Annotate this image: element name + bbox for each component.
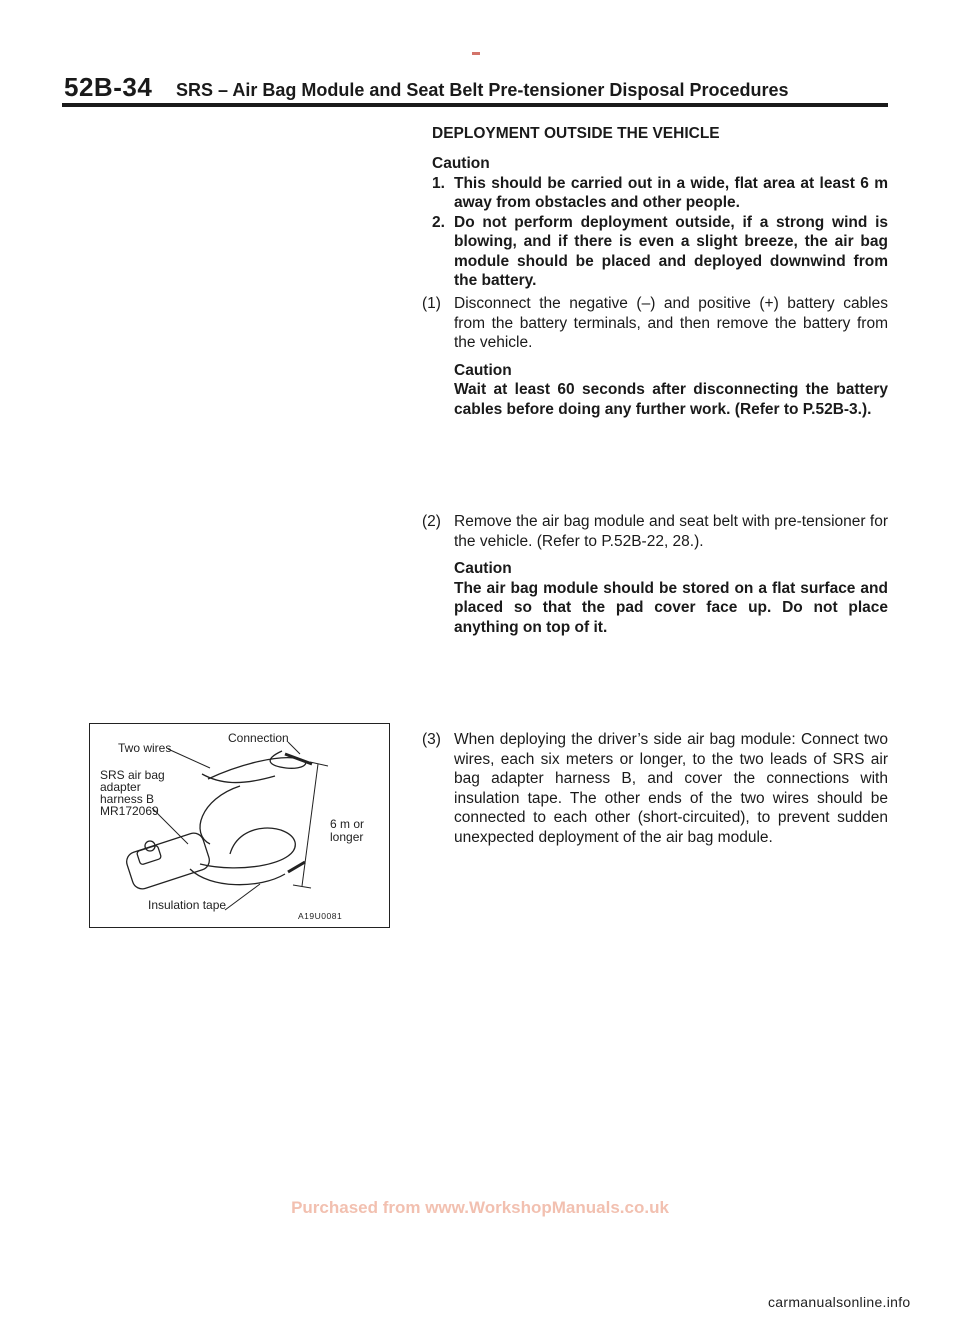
step-caution bbox=[432, 559, 888, 637]
step-caution-label: Caution bbox=[454, 361, 512, 379]
page-title: SRS – Air Bag Module and Seat Belt Pre-tensioner Disposal Procedures bbox=[176, 80, 789, 100]
leader-line bbox=[225, 884, 260, 910]
caution-item-text: Do not perform deployment outside, if a strong wind is blowing, and if there is even a slight breeze, the air bag module should be placed and deployed downwind from the battery. bbox=[454, 213, 888, 289]
label-length-2: longer bbox=[330, 830, 364, 844]
page-header bbox=[64, 72, 886, 106]
wire-loop bbox=[190, 869, 285, 885]
step-number: (3) bbox=[422, 731, 441, 748]
caution-item-number: 2. bbox=[432, 213, 445, 231]
caution-item bbox=[432, 213, 888, 291]
step-caution-text: The air bag module should be stored on a flat surface and placed so that the pad cover face up. Do not place anything on top of it. bbox=[454, 579, 888, 636]
caution-block bbox=[432, 154, 888, 291]
caution-label: Caution bbox=[432, 155, 490, 172]
watermark: Purchased from www.WorkshopManuals.co.uk bbox=[291, 1198, 669, 1217]
adapter-plug bbox=[136, 845, 161, 865]
header-rule bbox=[62, 103, 888, 107]
wire-loop bbox=[200, 828, 295, 868]
step-number: (2) bbox=[422, 513, 441, 530]
label-part-number: MR172069 bbox=[100, 804, 159, 818]
length-indicator-line bbox=[302, 764, 318, 886]
step-body: Remove the air bag module and seat belt with pre-tensioner for the vehicle. (Refer to P.52B-22, 28.). bbox=[454, 513, 888, 550]
step-3 bbox=[422, 730, 888, 847]
wire-loop bbox=[200, 786, 240, 844]
label-insulation-tape: Insulation tape bbox=[148, 898, 227, 912]
label-connection: Connection bbox=[228, 731, 289, 745]
wiring-figure bbox=[89, 723, 390, 928]
adapter-harness-body bbox=[124, 831, 212, 892]
length-tick bbox=[310, 762, 328, 766]
connection-sleeve bbox=[288, 862, 305, 872]
step-2 bbox=[422, 512, 888, 637]
section-heading: DEPLOYMENT OUTSIDE THE VEHICLE bbox=[432, 125, 720, 142]
scan-mark bbox=[472, 52, 480, 55]
label-two-wires: Two wires bbox=[118, 741, 172, 755]
label-adapter-2: adapter bbox=[100, 780, 141, 794]
label-adapter-3: harness B bbox=[100, 792, 155, 806]
step-body: When deploying the driver’s side air bag module: Connect two wires, each six meters or longer, to the two leads of SRS air bag adapter harness B, and cover the connections with insulation tape. The other ends of the two wires should be connected to each other (short-circuited), to prevent sudden unexpected deployment of the air bag module. bbox=[454, 731, 888, 846]
caution-item-number: 1. bbox=[432, 174, 445, 192]
page-number: 52B-34 bbox=[64, 72, 153, 102]
figure-code: A19U0081 bbox=[298, 911, 343, 921]
step-number: (1) bbox=[422, 295, 441, 312]
step-text bbox=[422, 730, 888, 847]
label-length-1: 6 m or bbox=[330, 817, 365, 831]
step-caution-label: Caution bbox=[454, 560, 512, 577]
leader-line bbox=[288, 742, 300, 754]
step-caution bbox=[432, 361, 888, 420]
step-caution-text: Wait at least 60 seconds after disconnecting the battery cables before doing any further work. (Refer to P.52B-3.). bbox=[454, 381, 888, 418]
leader-line bbox=[168, 749, 210, 768]
caution-item-text: This should be carried out in a wide, flat area at least 6 m away from obstacles and other people. bbox=[454, 174, 888, 211]
label-adapter-1: SRS air bag bbox=[100, 768, 165, 782]
connection-sleeve bbox=[285, 754, 312, 764]
caution-item bbox=[432, 174, 888, 213]
step-1 bbox=[422, 294, 888, 419]
step-text bbox=[422, 512, 888, 551]
wire-loop bbox=[202, 774, 275, 783]
step-body: Disconnect the negative (–) and positive (+) battery cables from the battery terminals, and then remove the battery from the vehicle. bbox=[454, 295, 888, 351]
footer-url: carmanualsonline.info bbox=[768, 1294, 911, 1310]
step-text bbox=[422, 294, 888, 353]
